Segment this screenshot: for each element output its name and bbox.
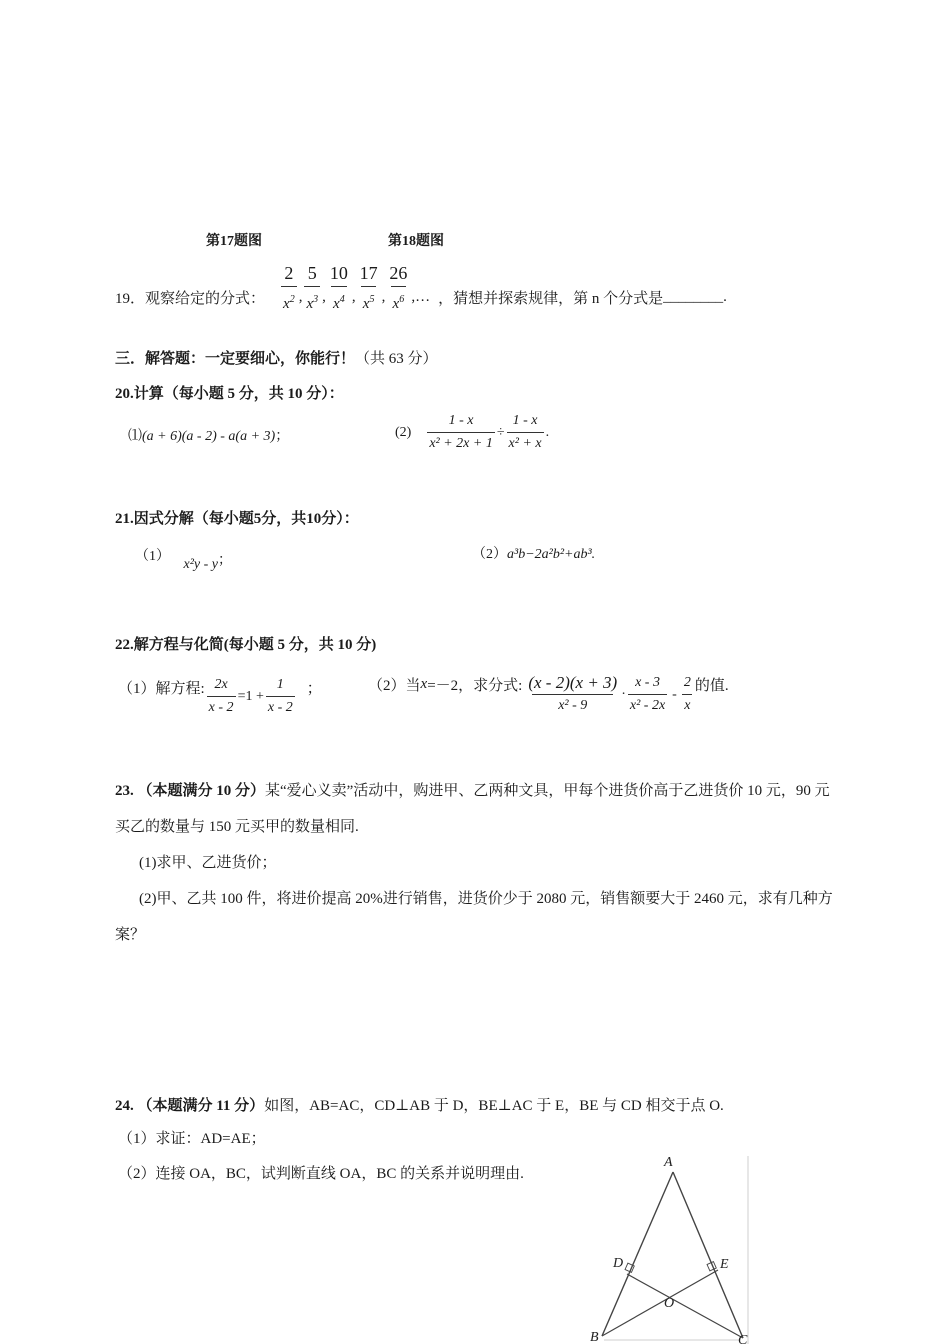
pattern-fraction <box>358 262 380 315</box>
question-23-sub-1: (1)求甲、乙进货价； <box>139 855 277 871</box>
side-AB <box>602 1172 673 1336</box>
denominator-base: x <box>306 295 314 312</box>
question-21-part-1-end: ； <box>218 553 233 568</box>
pattern-fraction <box>304 262 320 315</box>
question-20-part-2-fraction-1 <box>427 412 495 453</box>
question-21-part-1-label: （1） <box>135 549 170 564</box>
question-19-end: . <box>723 288 727 305</box>
question-22-part-1-middle: =1 + <box>237 688 264 704</box>
question-22-part-2-end: 的值. <box>694 678 729 694</box>
segment-BE <box>602 1270 718 1336</box>
question-20-title: 20.计算（每小题 5 分，共 10 分）： <box>115 386 344 402</box>
denominator: x² - 2x <box>628 694 667 715</box>
question-22-part-2-condition: =－2，求分式: <box>427 678 523 694</box>
question-19-text: ，猜想并探索规律，第 n 个分式是 <box>438 290 664 307</box>
question-23 <box>115 773 843 845</box>
fraction-separator: , <box>298 288 303 305</box>
denominator <box>361 286 377 315</box>
numerator: (x - 2)(x + 3) <box>528 673 618 692</box>
point-A-label: A <box>664 1155 673 1170</box>
question-19 <box>115 262 727 314</box>
numerator: 5 <box>307 262 317 283</box>
question-22-part-1-label: （1）解方程: <box>118 681 205 697</box>
fraction-separator: , <box>381 288 386 305</box>
denominator: x - 2 <box>207 696 236 717</box>
question-22-part-1-fraction-2 <box>266 676 295 717</box>
question-22-part-1-end: ； <box>306 681 322 697</box>
question-19-fractions <box>279 262 411 315</box>
question-20-part-2-fraction-2 <box>507 412 544 453</box>
side-AC <box>673 1172 743 1338</box>
question-21-part-1-expression: x²y - y <box>183 557 219 572</box>
question-21-part-2-label: （2） <box>472 547 507 562</box>
denominator-base: x <box>392 295 400 312</box>
figure-18-caption: 第18题图 <box>388 234 444 249</box>
question-24-body: 如图，AB=AC，CD⊥AB 于 D，BE⊥AC 于 E，BE 与 CD 相交于点 O. <box>264 1098 724 1114</box>
denominator-exponent: 5 <box>369 293 375 305</box>
question-20-part-2 <box>395 412 549 453</box>
denominator <box>304 286 320 315</box>
question-21-title: 21.因式分解（每小题5分，共10分）： <box>115 511 359 527</box>
minus-sign: - <box>672 686 677 702</box>
question-23-sub-2: (2)甲、乙共 100 件，将进价提高 20%进行销售，进货价少于 2080 元，销售额要大于 2460 元，求有几种方案？ <box>115 891 833 943</box>
question-19-label: 19．观察给定的分式： <box>115 290 266 307</box>
question-19-blank: ________ <box>663 288 724 305</box>
question-20-part-2-label: (2) <box>395 424 412 440</box>
question-22-part-2-fraction-3 <box>682 674 693 715</box>
denominator <box>391 286 407 315</box>
fraction-separator: , <box>351 288 356 305</box>
point-E-label: E <box>720 1257 729 1272</box>
question-20-part-1-end: ； <box>275 429 290 444</box>
section-3-points: （共 63 分） <box>355 351 438 367</box>
numerator: 26 <box>389 262 408 283</box>
question-20-part-2-end: . <box>545 424 550 440</box>
question-19-ellipsis: ,… <box>411 288 431 305</box>
section-3-title: 三．解答题：一定要细心，你能行！ <box>115 351 356 367</box>
denominator-exponent: 2 <box>289 293 295 305</box>
figure-17-caption: 第17题图 <box>206 234 262 249</box>
question-24-head: 24. （本题满分 11 分） <box>115 1098 265 1114</box>
question-20-part-1-expression: (a + 6)(a - 2) - a(a + 3) <box>142 429 276 444</box>
question-22-part-2-variable: x <box>420 676 428 692</box>
numerator: 1 <box>276 677 284 692</box>
denominator-exponent: 6 <box>399 293 405 305</box>
triangle-figure <box>580 1150 760 1344</box>
numerator: 2x <box>214 677 228 692</box>
question-21-part-2 <box>472 543 595 563</box>
denominator-base: x <box>362 295 370 312</box>
pattern-fraction <box>387 262 409 315</box>
question-20-part-1-label: ⑴ <box>128 429 142 444</box>
numerator: 10 <box>329 262 348 283</box>
multiply-dot: · <box>621 686 626 702</box>
question-24-sub-1: （1）求证：AD=AE； <box>118 1131 266 1147</box>
question-23-head: 23. （本题满分 10 分） <box>115 783 266 799</box>
question-21-part-1 <box>135 545 233 572</box>
section-3-heading <box>115 347 438 368</box>
denominator: x - 2 <box>266 696 295 717</box>
question-22-title: 22.解方程与化简(每小题 5 分，共 10 分) <box>115 637 377 653</box>
numerator: x - 3 <box>635 675 660 690</box>
question-21-part-2-expression: a³b−2a²b²+ab³. <box>507 547 596 562</box>
denominator: x² + 2x + 1 <box>427 432 495 453</box>
question-22-part-1-fraction-1 <box>207 676 236 717</box>
point-B-label: B <box>590 1330 599 1344</box>
denominator-base: x <box>283 295 290 312</box>
division-operator: ÷ <box>496 424 505 440</box>
denominator: x <box>682 694 692 715</box>
question-22-part-2-label: （2）当 <box>368 678 421 694</box>
numerator: 2 <box>683 675 691 690</box>
point-C-label: C <box>738 1333 748 1344</box>
segment-CD <box>627 1274 743 1338</box>
denominator-base: x <box>333 295 340 312</box>
denominator <box>331 286 347 315</box>
denominator: x² - 9 <box>532 694 613 715</box>
question-24 <box>115 1094 724 1115</box>
denominator-exponent: 4 <box>339 293 345 305</box>
pattern-fraction <box>281 262 297 315</box>
denominator <box>281 286 297 315</box>
denominator: x² + x <box>507 432 544 453</box>
fraction-separator: , <box>322 288 326 305</box>
question-22-part-2 <box>368 674 729 715</box>
point-O-label: O <box>664 1296 675 1311</box>
question-23-body: 某“爱心义卖”活动中，购进甲、乙两种文具，甲每个进货价高于乙进货价 10 元，90 元买乙的数量与 150 元买甲的数量相同. <box>115 783 830 835</box>
question-22-part-2-fraction-1 <box>526 674 619 715</box>
numerator: 2 <box>284 262 294 283</box>
numerator: 17 <box>359 262 378 283</box>
pattern-fraction <box>328 262 350 315</box>
question-20-part-1 <box>128 425 289 445</box>
point-D-label: D <box>613 1256 624 1271</box>
numerator: 1 - x <box>448 413 474 428</box>
question-22-part-1 <box>118 676 322 717</box>
denominator-exponent: 3 <box>313 293 319 305</box>
numerator: 1 - x <box>512 413 538 428</box>
question-22-part-2-fraction-2 <box>628 674 667 715</box>
question-24-sub-2: （2）连接 OA，BC，试判断直线 OA，BC 的关系并说明理由. <box>118 1166 524 1182</box>
